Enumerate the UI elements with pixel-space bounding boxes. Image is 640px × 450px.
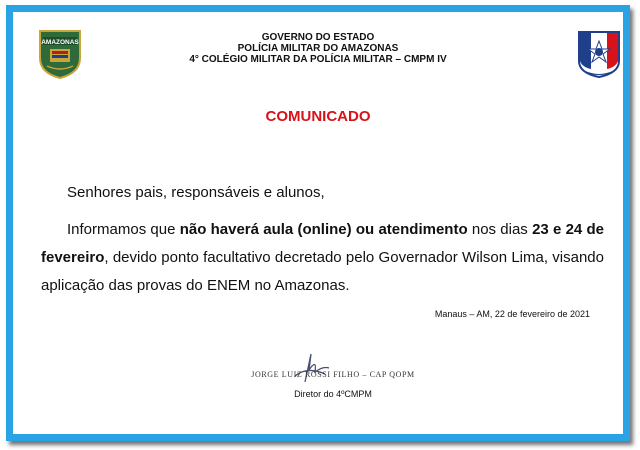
document-frame <box>6 5 630 441</box>
signature-scribble-icon <box>285 352 335 384</box>
body-paragraph <box>41 216 604 300</box>
body-bold-2: 23 e 24 de fevereiro <box>41 221 605 266</box>
header-line-2: POLÍCIA MILITAR DO AMAZONAS <box>237 43 399 54</box>
signature-role: Diretor do 4ºCMPM <box>294 389 372 399</box>
signature-block <box>213 352 453 402</box>
date-line: Manaus – AM, 22 de fevereiro de 2021 <box>434 309 590 319</box>
body-bold-1: não haverá aula (online) ou atendimento <box>179 221 468 238</box>
header-line-1: GOVERNO DO ESTADO <box>261 32 375 43</box>
document-header <box>13 32 623 65</box>
cmpm-shield-icon <box>576 29 622 79</box>
greeting-text: Senhores pais, responsáveis e alunos, <box>67 184 325 201</box>
body-part-1: Informamos que <box>67 221 180 238</box>
body-part-3: , devido ponto facultativo decretado pelo Governador Wilson Lima, visando aplicação das provas do ENEM no Amazonas. <box>41 249 604 294</box>
logo-left-text: AMAZONAS <box>41 39 79 46</box>
signature-name: JORGE LUIZ ROSSI FILHO – CAP QOPM <box>251 370 415 379</box>
body-part-2: nos dias <box>467 221 533 238</box>
header-line-3: 4° COLÉGIO MILITAR DA POLÍCIA MILITAR – CMPM IV <box>189 54 447 65</box>
document-title: COMUNICADO <box>265 108 371 125</box>
